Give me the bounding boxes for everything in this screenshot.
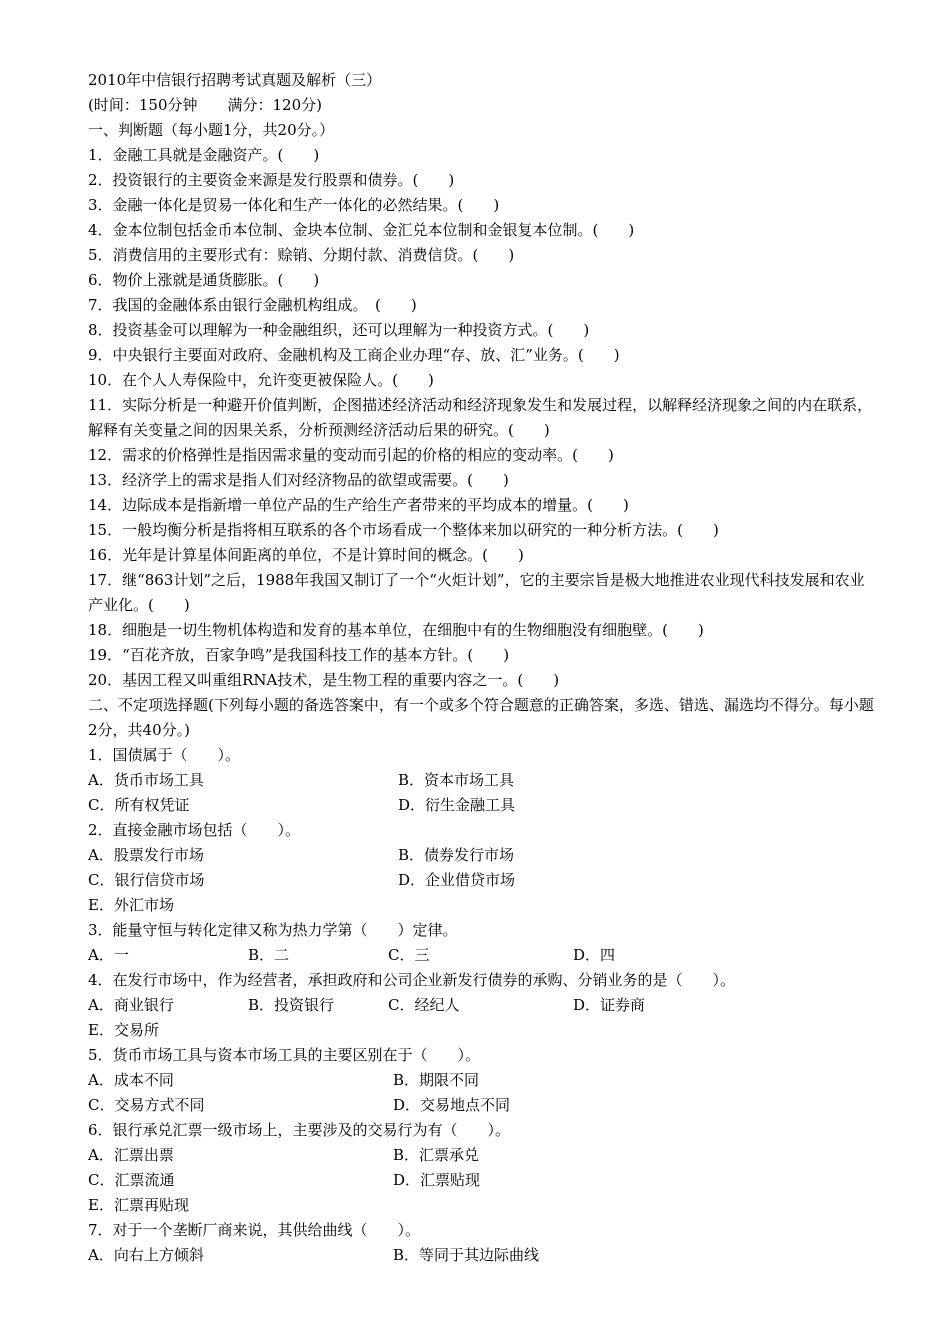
section1-heading: 一、判断题（每小题1分，共20分。） — [88, 121, 335, 139]
mc-q4-option-d: D．证券商 — [573, 996, 646, 1014]
tf-question-2: 2．投资银行的主要资金来源是发行股票和债券。( ) — [88, 171, 455, 189]
mc-q7-option-a: A．向右上方倾斜 — [88, 1246, 204, 1264]
tf-question-4: 4．金本位制包括金币本位制、金块本位制、金汇兑本位制和金银复本位制。( ) — [88, 221, 635, 239]
mc-q6-options-row1 — [88, 1143, 878, 1168]
mc-q2-option-a: A．股票发行市场 — [88, 846, 204, 864]
mc-question-2: 2．直接金融市场包括（ ）。 — [88, 821, 301, 839]
mc-question-7: 7．对于一个垄断厂商来说，其供给曲线（ ）。 — [88, 1221, 421, 1239]
mc-q1-option-b: B．资本市场工具 — [398, 771, 515, 789]
mc-question-6: 6．银行承兑汇票一级市场上，主要涉及的交易行为有（ ）。 — [88, 1121, 511, 1139]
mc-q2-option-e: E．外汇市场 — [88, 896, 174, 914]
mc-q6-options-row2 — [88, 1168, 878, 1193]
mc-q5-options-row2 — [88, 1093, 878, 1118]
document-page — [88, 68, 878, 1268]
mc-q6-option-a: A．汇票出票 — [88, 1146, 174, 1164]
tf-question-13: 13．经济学上的需求是指人们对经济物品的欲望或需要。( ) — [88, 471, 509, 489]
mc-q7-options-row1 — [88, 1243, 878, 1268]
mc-q1-options-row1 — [88, 768, 878, 793]
mc-q1-option-c: C．所有权凭证 — [88, 796, 190, 814]
mc-q3-option-a: A．一 — [88, 946, 129, 964]
tf-question-5: 5．消费信用的主要形式有：赊销、分期付款、消费信贷。( ) — [88, 246, 515, 264]
mc-q4-option-b: B．投资银行 — [248, 996, 335, 1014]
mc-q6-option-d: D．汇票贴现 — [393, 1171, 481, 1189]
mc-q5-option-b: B．期限不同 — [393, 1071, 480, 1089]
mc-q5-option-d: D．交易地点不同 — [393, 1096, 511, 1114]
mc-q6-option-c: C．汇票流通 — [88, 1171, 175, 1189]
tf-question-20: 20．基因工程又叫重组RNA技术，是生物工程的重要内容之一。( ) — [88, 671, 560, 689]
tf-question-10: 10．在个人人寿保险中，允许变更被保险人。( ) — [88, 371, 434, 389]
mc-q2-option-d: D．企业借贷市场 — [398, 871, 516, 889]
document-title: 2010年中信银行招聘考试真题及解析（三） — [88, 71, 382, 89]
mc-question-5: 5．货币市场工具与资本市场工具的主要区别在于（ ）。 — [88, 1046, 481, 1064]
mc-q1-option-a: A．货币市场工具 — [88, 771, 204, 789]
mc-q4-option-e: E．交易所 — [88, 1021, 159, 1039]
mc-q1-option-d: D．衍生金融工具 — [398, 796, 516, 814]
mc-q2-option-b: B．债券发行市场 — [398, 846, 515, 864]
tf-question-9: 9．中央银行主要面对政府、金融机构及工商企业办理“存、放、汇”业务。( ) — [88, 346, 620, 364]
tf-question-3: 3．金融一体化是贸易一体化和生产一体化的必然结果。( ) — [88, 196, 500, 214]
tf-question-18: 18．细胞是一切生物机体构造和发育的基本单位，在细胞中有的生物细胞没有细胞壁。( ) — [88, 621, 704, 639]
mc-q4-options-row — [88, 993, 878, 1018]
tf-question-6: 6．物价上涨就是通货膨胀。( ) — [88, 271, 320, 289]
mc-q2-option-c: C．银行信贷市场 — [88, 871, 205, 889]
mc-q5-option-c: C．交易方式不同 — [88, 1096, 205, 1114]
mc-question-4: 4．在发行市场中，作为经营者，承担政府和公司企业新发行债券的承购、分销业务的是（ ）。 — [88, 971, 736, 989]
tf-question-7: 7．我国的金融体系由银行金融机构组成。 ( ) — [88, 296, 417, 314]
mc-q5-option-a: A．成本不同 — [88, 1071, 174, 1089]
tf-question-16: 16．光年是计算星体间距离的单位，不是计算时间的概念。( ) — [88, 546, 524, 564]
tf-question-17: 17．继“863计划”之后，1988年我国又制订了一个“火炬计划”，它的主要宗旨是极大地推进农业现代科技发展和农业产业化。( ) — [88, 571, 865, 614]
mc-q3-option-b: B．二 — [248, 946, 290, 964]
tf-question-1: 1．金融工具就是金融资产。( ) — [88, 146, 320, 164]
mc-q5-options-row1 — [88, 1068, 878, 1093]
mc-q3-option-c: C．三 — [388, 946, 430, 964]
mc-q3-option-d: D．四 — [573, 946, 616, 964]
mc-question-1: 1．国债属于（ ）。 — [88, 746, 241, 764]
tf-question-8: 8．投资基金可以理解为一种金融组织，还可以理解为一种投资方式。( ) — [88, 321, 590, 339]
mc-q4-option-c: C．经纪人 — [388, 996, 460, 1014]
mc-q3-options-row — [88, 943, 878, 968]
mc-q6-option-b: B．汇票承兑 — [393, 1146, 480, 1164]
tf-question-14: 14．边际成本是指新增一单位产品的生产给生产者带来的平均成本的增量。( ) — [88, 496, 629, 514]
mc-question-3: 3．能量守恒与转化定律又称为热力学第（ ）定律。 — [88, 921, 458, 939]
exam-meta: (时间：150分钟 满分：120分) — [88, 96, 322, 114]
mc-q4-option-a: A．商业银行 — [88, 996, 174, 1014]
tf-question-19: 19．“百花齐放，百家争鸣”是我国科技工作的基本方针。( ) — [88, 646, 510, 664]
tf-question-12: 12．需求的价格弹性是指因需求量的变动而引起的价格的相应的变动率。( ) — [88, 446, 614, 464]
mc-q1-options-row2 — [88, 793, 878, 818]
tf-question-11: 11．实际分析是一种避开价值判断，企图描述经济活动和经济现象发生和发展过程，以解释经济现象之间的内在联系，解释有关变量之间的因果关系，分析预测经济活动后果的研究。( ) — [88, 396, 873, 439]
mc-q2-options-row1 — [88, 843, 878, 868]
section2-heading: 二、不定项选择题(下列每小题的备选答案中，有一个或多个符合题意的正确答案，多选、错选、漏选均不得分。每小题2分，共40分。) — [88, 696, 874, 739]
tf-question-15: 15．一般均衡分析是指将相互联系的各个市场看成一个整体来加以研究的一种分析方法。( ) — [88, 521, 719, 539]
mc-q6-option-e: E．汇票再贴现 — [88, 1196, 189, 1214]
mc-q2-options-row2 — [88, 868, 878, 893]
mc-q7-option-b: B．等同于其边际曲线 — [393, 1246, 540, 1264]
